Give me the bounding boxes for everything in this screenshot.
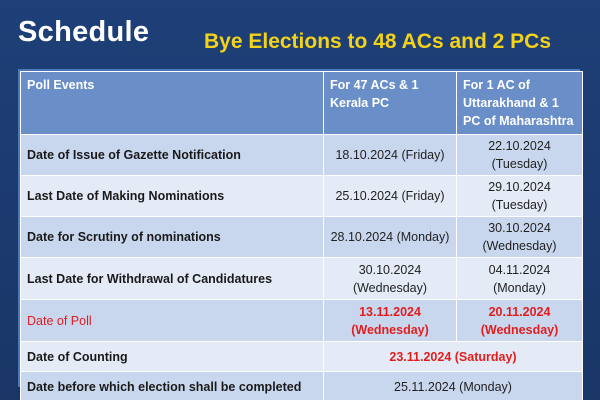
header [0,0,600,66]
event-label: Date before which election shall be completed [21,372,324,400]
event-label: Date of Poll [21,300,324,342]
merged-date-cell: 23.11.2024 (Saturday) [324,342,583,372]
event-label: Date of Counting [21,342,324,372]
date-cell [324,135,457,176]
event-label: Date of Issue of Gazette Notification [21,135,324,176]
header-um-line-1: For 1 AC of [463,78,530,92]
day-text: (Wednesday) [482,239,557,253]
merged-date-cell: 25.11.2024 (Monday) [324,372,583,400]
date-text: 20.11.2024 [488,304,551,319]
page-title: Schedule [18,16,150,48]
day-text: (Wednesday) [351,322,429,337]
date-cell [324,176,457,217]
header-kerala-line-2: Kerala PC [330,96,390,110]
date-text: 28.10.2024 (Monday) [330,230,450,244]
table-row [21,217,583,258]
day-text: (Wednesday) [480,322,559,337]
date-text: 29.10.2024 (Tuesday) [488,180,551,212]
table-row-date-of-counting [21,342,583,372]
date-text: 13.11.2024 [359,304,421,319]
date-cell [324,217,457,258]
date-cell [457,258,583,300]
table-row [21,258,583,300]
table-row-date-of-poll [21,300,583,342]
page-subtitle: Bye Elections to 48 ACs and 2 PCs [204,30,552,53]
date-cell [324,300,457,342]
date-cell [457,135,583,176]
table-row [21,135,583,176]
table-row [21,176,583,217]
schedule-table [20,71,583,400]
day-text: (Monday) [493,280,546,295]
event-label: Last Date for Withdrawal of Candidatures [21,258,324,300]
header-poll-events [21,72,324,135]
date-text: 22.10.2024 (Tuesday) [488,139,551,171]
table-row [21,372,583,400]
header-kerala [324,72,457,135]
event-label: Date for Scrutiny of nominations [21,217,324,258]
date-cell [457,300,583,342]
header-uttarakhand-maharashtra [457,72,583,135]
header-kerala-line-1: For 47 ACs & 1 [330,78,419,92]
header-um-line-3: PC of Maharashtra [463,114,574,128]
date-text: 04.11.2024 [488,262,551,277]
header-um-line-2: Uttarakhand & 1 [463,96,559,110]
event-label: Last Date of Making Nominations [21,176,324,217]
table-header-row [21,72,583,135]
date-text: 25.10.2024 (Friday) [335,189,445,203]
date-text: 30.10.2024 [358,262,422,277]
date-cell [457,217,583,258]
date-text: 18.10.2024 (Friday) [335,148,445,162]
date-cell [457,176,583,217]
date-cell [324,258,457,300]
date-text: 30.10.2024 [488,221,551,235]
header-poll-events-label: Poll Events [27,78,95,92]
schedule-table-container [18,69,580,394]
day-text: (Wednesday) [352,280,428,295]
